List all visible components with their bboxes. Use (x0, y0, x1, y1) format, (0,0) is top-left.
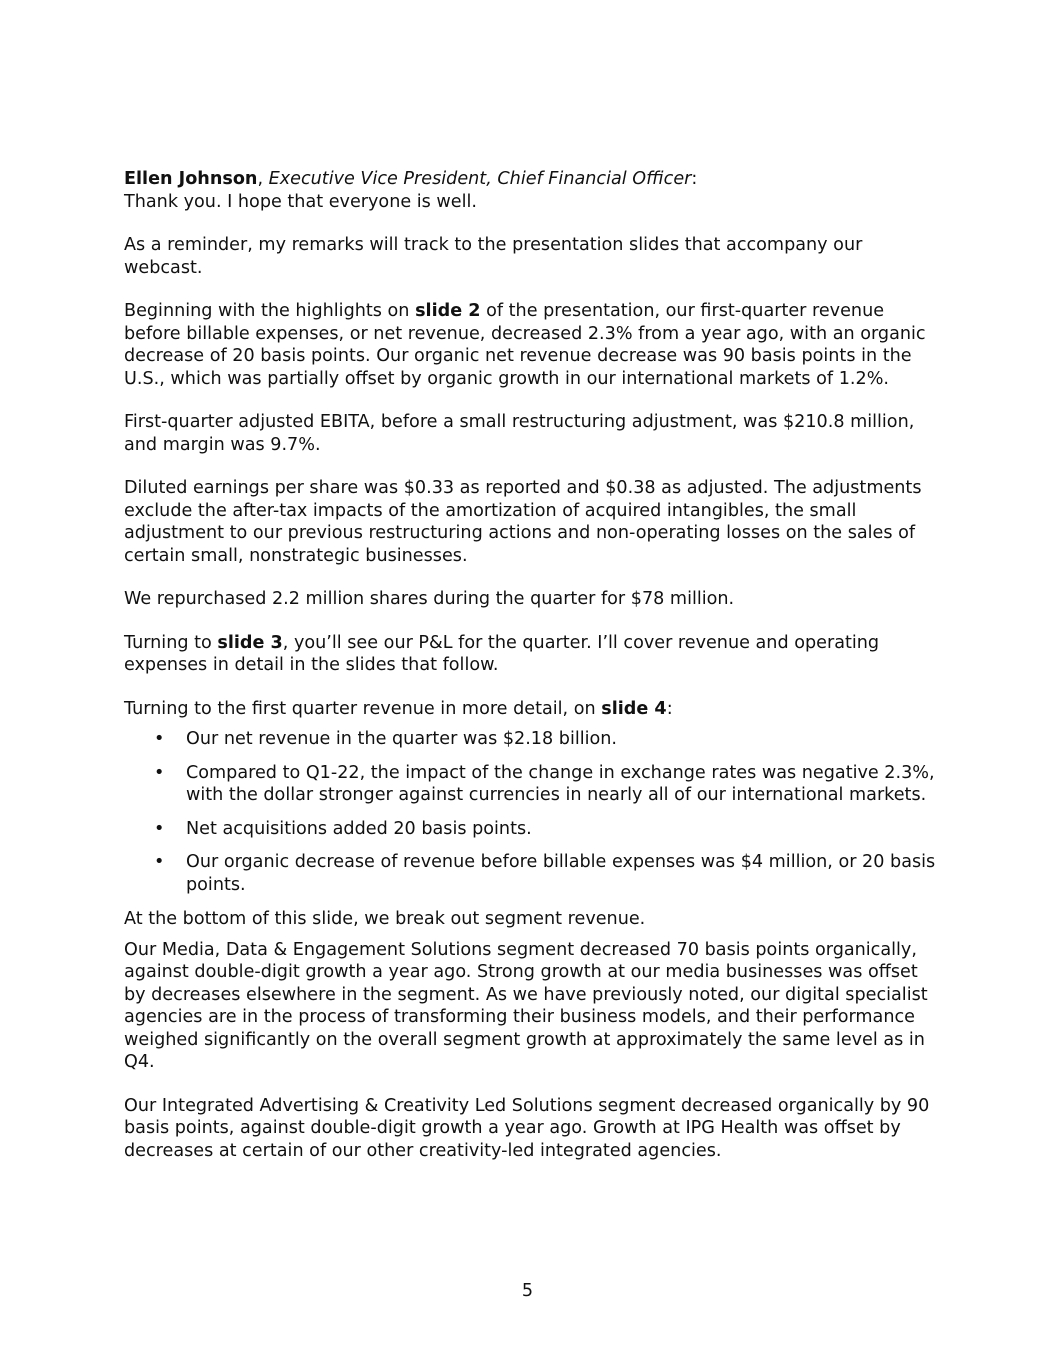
speaker-title: Executive Vice President, Chief Financial Officer (268, 169, 692, 189)
bullet-icon: • (154, 729, 165, 749)
paragraph: Our Media, Data & Engagement Solutions segment decreased 70 basis points organically, against double-digit growth a year ago. Strong growth at our media businesses was offset by decreases elsewhere in the segment. As we have previously noted, our digital specialist agencies are in the process of transforming their business models, and their performance weighed significantly on the overall segment growth at approximately the same level as in Q4. (124, 939, 928, 1072)
document-page (124, 168, 936, 1183)
list-item: • Our net revenue in the quarter was $2.18 billion. (154, 729, 618, 749)
bullet-icon: • (154, 818, 165, 839)
slide-reference: slide 3 (217, 632, 283, 653)
slide-reference: slide 2 (415, 301, 481, 321)
paragraph: As a reminder, my remarks will track to the presentation slides that accompany our webcast. (124, 235, 863, 278)
list-item: • Compared to Q1-22, the impact of the change in exchange rates was negative 2.3%, with the dollar stronger against currencies in nearly all of our international markets. (154, 762, 935, 805)
paragraph-revenue-intro: Turning to the first quarter revenue in more detail, on slide 4: (124, 698, 673, 719)
speaker-intro: Ellen Johnson, Executive Vice President, Chief Financial Officer: Thank you. I hope that everyone is well. (124, 169, 698, 212)
bullet-icon: • (154, 852, 165, 872)
paragraph: At the bottom of this slide, we break out segment revenue. (124, 909, 646, 929)
paragraph: We repurchased 2.2 million shares during the quarter for $78 million. (124, 589, 735, 609)
page-number: 5 (521, 1281, 534, 1301)
paragraph-pl: Turning to slide 3, you’ll see our P&L for the quarter. I’ll cover revenue and operating expenses in detail in the slides that follow. (124, 632, 880, 675)
speaker-name: Ellen Johnson (124, 169, 258, 189)
paragraph: Our Integrated Advertising & Creativity Led Solutions segment decreased organically by 90 basis points, against double-digit growth a year ago. Growth at IPG Health was offset by decreases at certain of our other creativity-led integrated agencies. (124, 1095, 930, 1161)
paragraph: First-quarter adjusted EBITA, before a small restructuring adjustment, was $210.8 million, and margin was 9.7%. (124, 412, 915, 455)
paragraph-highlights: Beginning with the highlights on slide 2 of the presentation, our first-quarter revenue before billable expenses, or net revenue, decreased 2.3% from a year ago, with an organic decrease of 20 basis points. Our organic net revenue decrease was 90 basis points in the U.S., which was partially offset by organic growth in our international markets of 1.2%. (124, 301, 926, 389)
list-item: • Net acquisitions added 20 basis points. (154, 818, 532, 839)
list-item: • Our organic decrease of revenue before billable expenses was $4 million, or 20 basis points. (154, 852, 936, 895)
slide-reference: slide 4 (601, 698, 667, 719)
paragraph: Thank you. I hope that everyone is well. (124, 191, 477, 212)
bullet-list (124, 728, 936, 896)
bullet-icon: • (154, 762, 165, 783)
paragraph: Diluted earnings per share was $0.33 as reported and $0.38 as adjusted. The adjustments exclude the after-tax impacts of the amortization of acquired intangibles, the small adjustment to our previous restructuring actions and non-operating losses on the sales of certain small, nonstrategic businesses. (124, 478, 922, 566)
